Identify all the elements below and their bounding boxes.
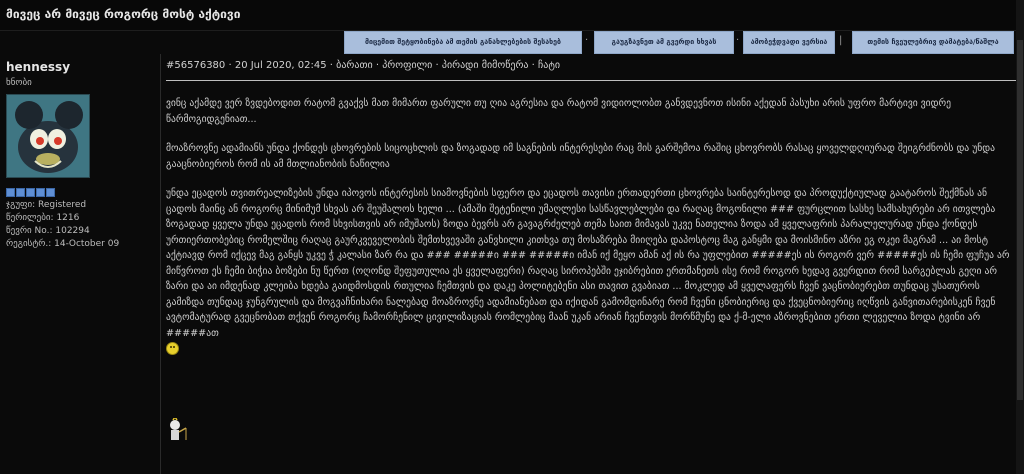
separator: ·	[585, 35, 589, 46]
post-paragraph: ვინც აქამდე ვერ ზვდებოდით რატომ გვაქვს მათ მიმართ ფარული თუ ღია აგრესია და რატომ ვიდიოლობთ განვდევნოთ ისინი აქედან პასუხი არის უფრო მარტივი ვიდრე წარმოგიდგენიათ...	[166, 98, 952, 125]
rep-pip	[36, 188, 45, 197]
avatar[interactable]	[6, 94, 90, 178]
post-body	[166, 96, 1014, 357]
chat-link[interactable]: ჩატი	[538, 60, 561, 71]
stat-group: ჯგუფი: Registered	[6, 200, 87, 210]
thread-actions	[0, 30, 1024, 54]
scrollbar[interactable]	[1016, 0, 1024, 474]
user-title: ხნობი	[6, 78, 32, 88]
print-button[interactable]: ამობეჭდვადი ვერსია	[743, 31, 835, 54]
thread-title: მივეც არ მივეც როგორც მოსტ აქტივი	[6, 7, 241, 21]
rep-pip	[6, 188, 15, 197]
post-id[interactable]: #56576380	[166, 60, 226, 71]
stat-member-no: წევრი No.: 102294	[6, 226, 90, 236]
post-paragraph: უნდა ეცადოს თვითრეალიზების უნდა იპოვოს ინტერესის სიამოვნების სფერო და ეცადოს თავისი ერთადერთი ცხოვრება საინტერესოდ და პროდუქტიულად გაატაროს შექმნას ან ცადოს მაინც ან როგორც მინიმუმ სხვას არ შეუშალოს ხელი ... (ამაში შეტენილი უმაღლესი სასწავლებლები და რაღაც მოგონილი ### ფურცლით სასხე სამსახურები არ ითვლება ზოგადად ყველა უნდა ეცადოს რომ სხვისთვის არ იმუშაოს) ზოდა ბევრს არ გავაგრძელებ თემა საით მიმავას უკვე ნათელია ზოდა ამ ყველაფრის პარალელურად უნდა ქონდეს ურთიერთობებიც რომელშიც რაღაც გაურკვეველობის შემთხვევაში განვხილი კითხვა თუ მოსაზრება მიიღება დაპოსტოც მაგ განყმი და მოისმინო აზრი ეგ ოკეი მაგრამ ... აი მოსტ აქტიავდ რომ იქცევ მაგ განყს უკვე ჭ კალასი ზარ რა და ### #####ი ### #####ი იმან იქ მეყო ამან აქ ის რა უფლებით #####ეს ის როგორ ვერ #####ეს ის ჩემი ფუჩუა არ მიწვროთ ეს ჩემი ბიჭია ბოზები ნუ წერთ (ოღონდ შეფუთულია ეს ყველაფერი) რაღაც სიროპებში ეჯიბრებით ერთმანეთს ისე რომ როგორ ხედავ გვერდით რომ სარგებლას გეღი არ ზარი და აი იმდენად კლეიბა ხდება გაიდმოსდის რთულია ჩემთვის და დაკე პოლიტებენი ასი თავით გვაბიათ ... მოკლედ ამ ყველაფერს ჩვენ ვაცნობიერებთ თუნდაც უსათუროს გამიზდა თუნდაც ჯუნგრულის და მოგვაჩნიხარი ნალებად მოაზროვნე ადამიანებათ და იქიდან გამომდინარე რომ ჩვენი ცნობიერიც და ქვეცნობიერიც იღწვის განვითარებისკენ ჩვენ ავტომატურად გვეცნობათ თქვენ როგორც ჩამორჩენილ ცივილიზაციას რომლებიც მაან უკან არიან ჩვენთვის მორწმუნე და ქ-მ-ელი აზროვნებით ერთი ლეველია ზოდა ტვინი არ #####ათ	[166, 186, 1014, 357]
smiley-icon	[166, 342, 179, 355]
post-meta: #56576380 · 20 Jul 2020, 02:45 · ბარათი · პროფილი · პირადი მიმოწერა · ჩატი	[166, 60, 561, 71]
separator: |	[839, 35, 843, 46]
column-divider	[160, 54, 161, 474]
user-sidebar	[6, 60, 156, 249]
post-date: 20 Jul 2020, 02:45	[234, 60, 327, 71]
reputation-bar	[6, 188, 156, 197]
send-to-friend-button[interactable]: გაუგზავნეთ ამ გვერდი ხხვას	[594, 31, 734, 54]
stat-registered: რეგისტრ.: 14-October 09	[6, 239, 120, 249]
post-divider	[166, 80, 1016, 81]
post-paragraph: მოაზროვნე ადამიანს უნდა ქონდეს ცხოვრების სიცოცხლის და ზოგადად იმ საგნების ინტერესები რაც მის გარშემოა რაშიც ცხოვრობს რასაც ყოველდღიურად შეიგრძნობს და უნდა გააცნობიეროს რომ ის ამ მთლიანობის ნაწილია	[166, 143, 995, 170]
avatar-image	[7, 95, 89, 177]
card-link[interactable]: ბარათი	[336, 60, 373, 71]
subscribe-button[interactable]: მიცემით შეტყობინება ამ თემის განახლებების შესახებ	[344, 31, 582, 54]
rep-pip	[26, 188, 35, 197]
stat-posts: წერილები: 1216	[6, 213, 80, 223]
scrollbar-thumb[interactable]	[1017, 40, 1023, 400]
signature-figure-icon	[166, 418, 192, 444]
rep-pip	[16, 188, 25, 197]
pm-link[interactable]: პირადი მიმოწერა	[441, 60, 529, 71]
favorites-button[interactable]: თემის ჩვეულებრივ დამატება/წაშლა	[852, 31, 1014, 54]
username[interactable]: hennessy	[6, 60, 71, 74]
rep-pip	[46, 188, 55, 197]
thread-header	[0, 0, 1024, 31]
profile-link[interactable]: პროფილი	[382, 60, 433, 71]
separator: ·	[736, 35, 740, 46]
